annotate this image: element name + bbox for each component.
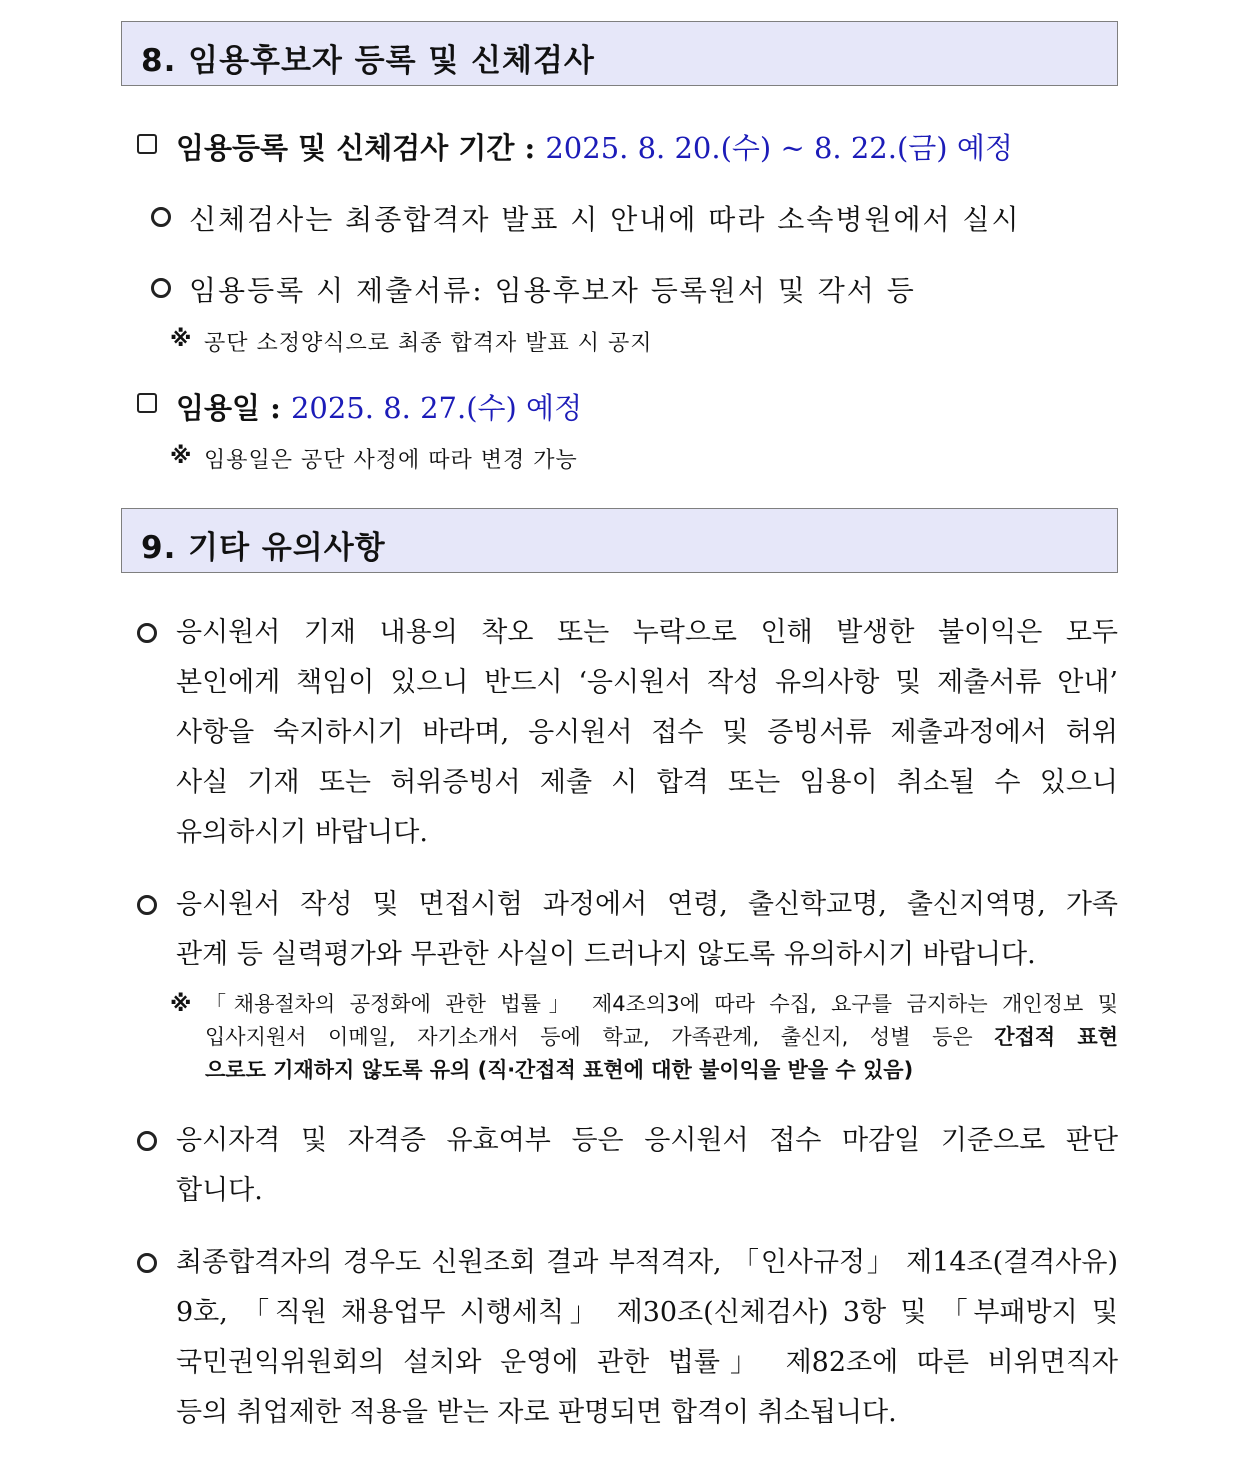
note-line: 으로도 기재하지 않도록 유의 (직‧간접적 표현에 대한 불이익을 받을 수 있음)	[205, 1058, 914, 1082]
paragraph-eligibility	[176, 1116, 1118, 1216]
physical-exam-item: 신체검사는 최종합격자 발표 시 안내에 따라 소속병원에서 실시	[189, 203, 1021, 236]
paragraph-line: 합니다.	[176, 1175, 263, 1206]
note-line-plain: 입사지원서 이메일, 자기소개서 등에 학교, 가족관계, 출신지, 성별 등은	[205, 1025, 995, 1049]
registration-period-value: 2025. 8. 20.(수) ~ 8. 22.(금) 예정	[545, 131, 1013, 165]
note-line: 「채용절차의 공정화에 관한 법률」 제4조의3에 따라 수집, 요구를 금지하는 개인정보 및	[205, 992, 1118, 1016]
paragraph-line: 관계 등 실력평가와 무관한 사실이 드러나지 않도록 유의하시기 바랍니다.	[176, 939, 1036, 970]
paragraph-line: 응시원서 작성 및 면접시험 과정에서 연령, 출신학교명, 출신지역명, 가족	[176, 889, 1118, 920]
required-documents-item: 임용등록 시 제출서류: 임용후보자 등록원서 및 각서 등	[189, 274, 916, 307]
section-8-title: 8. 임용후보자 등록 및 신체검사	[141, 43, 595, 79]
appointment-date-line	[176, 386, 582, 427]
circle-bullet-icon	[151, 207, 171, 227]
paragraph-line: 9호, 「직원 채용업무 시행세칙」 제30조(신체검사) 3항 및 「부패방지 및	[176, 1297, 1118, 1328]
appointment-date-value: 2025. 8. 27.(수) 예정	[290, 391, 583, 425]
paragraph-application-errors	[176, 608, 1118, 858]
appointment-change-note: 임용일은 공단 사정에 따라 변경 가능	[204, 448, 578, 473]
paragraph-line: 등의 취업제한 적용을 받는 자로 판명되면 합격이 취소됩니다.	[176, 1397, 897, 1428]
square-bullet-icon	[137, 393, 157, 413]
circle-bullet-icon	[137, 623, 157, 643]
note-mark-icon: ※	[170, 444, 192, 469]
square-bullet-icon	[137, 134, 157, 154]
paragraph-personal-info	[176, 880, 1118, 980]
paragraph-line: 본인에게 책임이 있으니 반드시 ‘응시원서 작성 유의사항 및 제출서류 안내’	[176, 667, 1118, 698]
registration-period-line	[176, 126, 1013, 167]
note-line	[205, 1021, 1118, 1054]
circle-bullet-icon	[137, 895, 157, 915]
paragraph-line: 국민권익위원회의 설치와 운영에 관한 법률」 제82조에 따른 비위면직자	[176, 1347, 1118, 1378]
fair-hiring-law-note	[205, 988, 1118, 1087]
note-line-emphasis: 간접적 표현	[994, 1025, 1118, 1049]
paragraph-line: 최종합격자의 경우도 신원조회 결과 부적격자, 「인사규정」 제14조(결격사유)	[176, 1247, 1118, 1278]
note-mark-icon: ※	[170, 327, 192, 352]
paragraph-line: 응시자격 및 자격증 유효여부 등은 응시원서 접수 마감일 기준으로 판단	[176, 1125, 1118, 1156]
circle-bullet-icon	[151, 278, 171, 298]
registration-period-label: 임용등록 및 신체검사 기간 :	[176, 131, 546, 165]
paragraph-line: 응시원서 기재 내용의 착오 또는 누락으로 인해 발생한 불이익은 모두	[176, 617, 1118, 648]
paragraph-line: 유의하시기 바랍니다.	[176, 817, 428, 848]
form-notice-note: 공단 소정양식으로 최종 합격자 발표 시 공지	[204, 331, 653, 356]
section-9-header	[121, 508, 1118, 573]
paragraph-line: 사항을 숙지하시기 바라며, 응시원서 접수 및 증빙서류 제출과정에서 허위	[176, 717, 1118, 748]
section-9-title: 9. 기타 유의사항	[141, 530, 386, 566]
section-8-header	[121, 21, 1118, 86]
circle-bullet-icon	[137, 1131, 157, 1151]
circle-bullet-icon	[137, 1253, 157, 1273]
paragraph-disqualification	[176, 1238, 1118, 1438]
note-mark-icon: ※	[170, 992, 192, 1017]
paragraph-line: 사실 기재 또는 허위증빙서 제출 시 합격 또는 임용이 취소될 수 있으니	[176, 767, 1118, 798]
appointment-date-label: 임용일 :	[176, 391, 291, 425]
